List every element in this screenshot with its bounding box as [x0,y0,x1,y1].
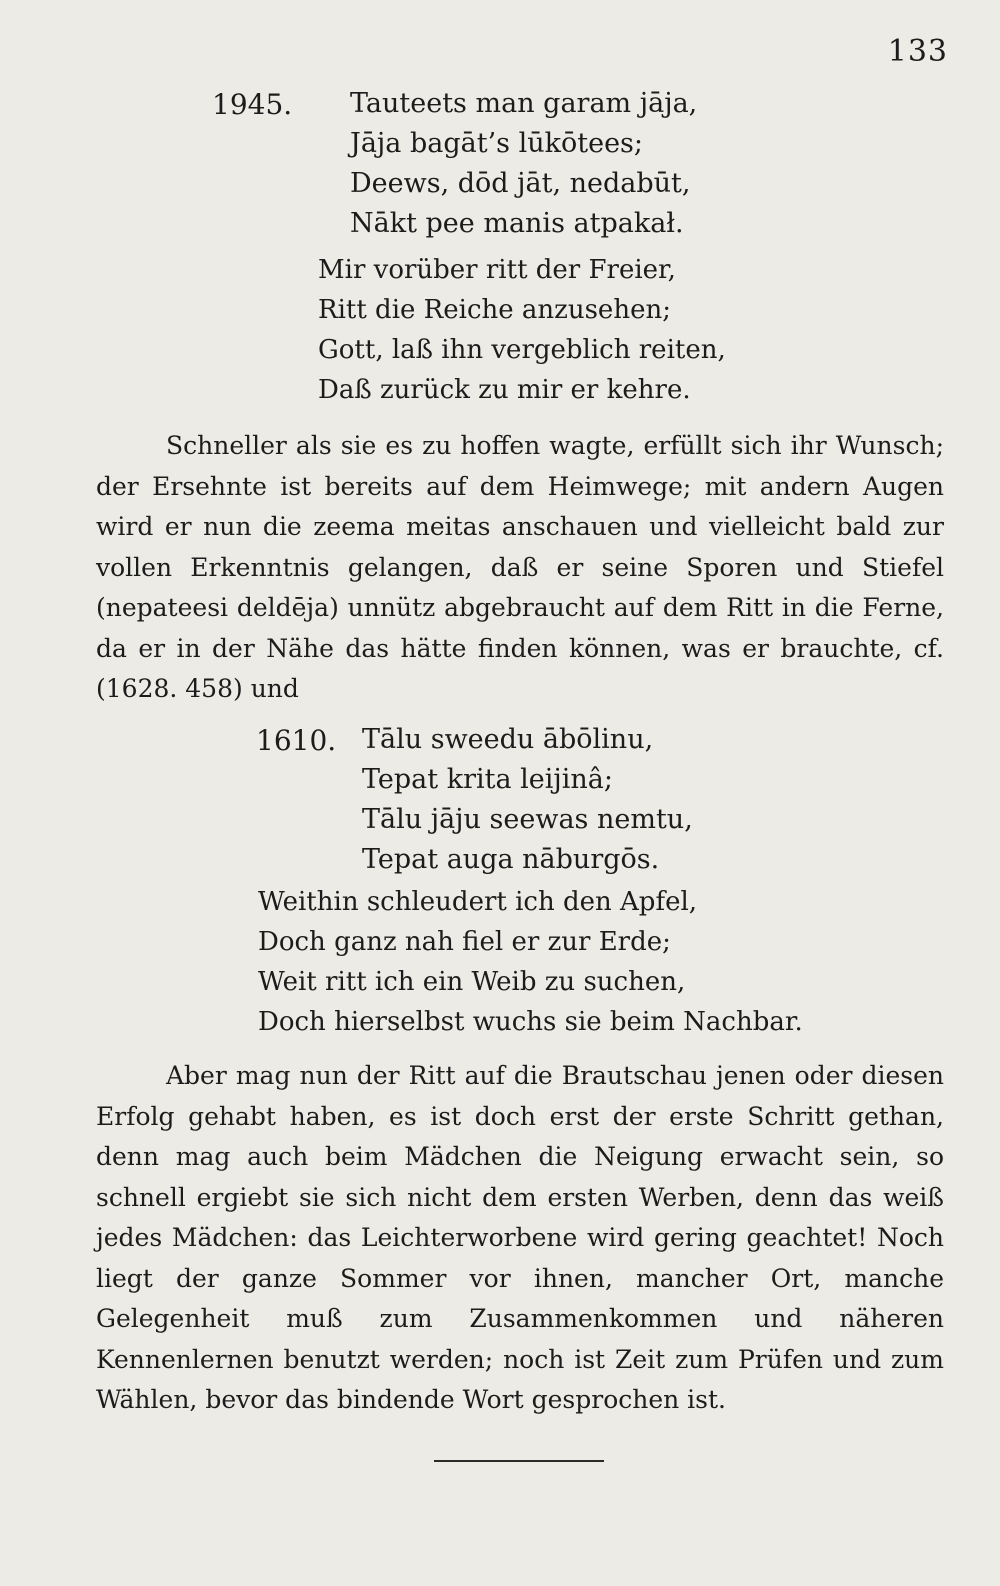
verse-number: 1945. [212,88,293,121]
verse-line: Ritt die Reiche anzusehen; [318,295,671,325]
verse-line: Tauteets man garam jāja, [350,88,698,119]
verse-line: Tepat krita leijinâ; [362,764,613,795]
latvian-verse [362,720,693,880]
verse-line: Gott, laß ihn vergeblich reiten, [318,335,726,365]
verse-line: Tālu sweedu ābōlinu, [362,724,654,755]
verse-line: Daß zurück zu mir er kehre. [318,375,691,405]
paragraph-2 [96,1056,944,1421]
paragraph-text: Schneller als sie es zu hoffen wagte, erfüllt sich ihr Wunsch; der Ersehnte ist bereits auf dem Heimwege; mit andern Augen wird er nun die zeema meitas anschauen und vielleicht bald zur vollen Erkenntnis gelangen, daß er seine Sporen und Stiefel (nepateesi deldēja) unnütz abgebraucht auf dem Ritt in die Ferne, da er in der Nähe das hätte finden können, was er brauchte, cf. (1628. 458) und [96,431,944,703]
verse-line: Deews, dōd jāt, nedabūt, [350,168,691,199]
verse-line: Doch hierselbst wuchs sie beim Nachbar. [258,1007,803,1037]
horizontal-rule [434,1460,604,1462]
page-number: 133 [887,34,948,69]
verse-line: Weithin schleudert ich den Apfel, [258,887,698,917]
german-translation [258,882,803,1042]
verse-line: Tepat auga nāburgōs. [362,844,660,875]
paragraph-1 [96,426,944,710]
paragraph-text: Aber mag nun der Ritt auf die Brautschau jenen oder diesen Erfolg gehabt haben, es ist doch erst der erste Schritt gethan, denn mag auch beim Mädchen die Neigung erwacht sein, so schnell ergiebt sie sich nicht dem ersten Werben, denn das weiß jedes Mädchen: das Leichterworbene wird gering geachtet! Noch liegt der ganze Sommer vor ihnen, mancher Ort, manche Gelegenheit muß zum Zusammenkommen und näheren Kennenlernen benutzt werden; noch ist Zeit zum Prüfen und zum Wählen, bevor das bindende Wort gesprochen ist. [96,1061,944,1414]
verse-number: 1610. [256,724,337,757]
verse-line: Tālu jāju seewas nemtu, [362,804,693,835]
verse-line: Weit ritt ich ein Weib zu suchen, [258,967,686,997]
verse-line: Nākt pee manis atpakał. [350,208,684,239]
latvian-verse [350,84,697,244]
german-translation [318,250,726,410]
verse-line: Jāja bagāt’s lūkōtees; [350,128,644,159]
verse-line: Doch ganz nah fiel er zur Erde; [258,927,671,957]
verse-line: Mir vorüber ritt der Freier, [318,255,676,285]
